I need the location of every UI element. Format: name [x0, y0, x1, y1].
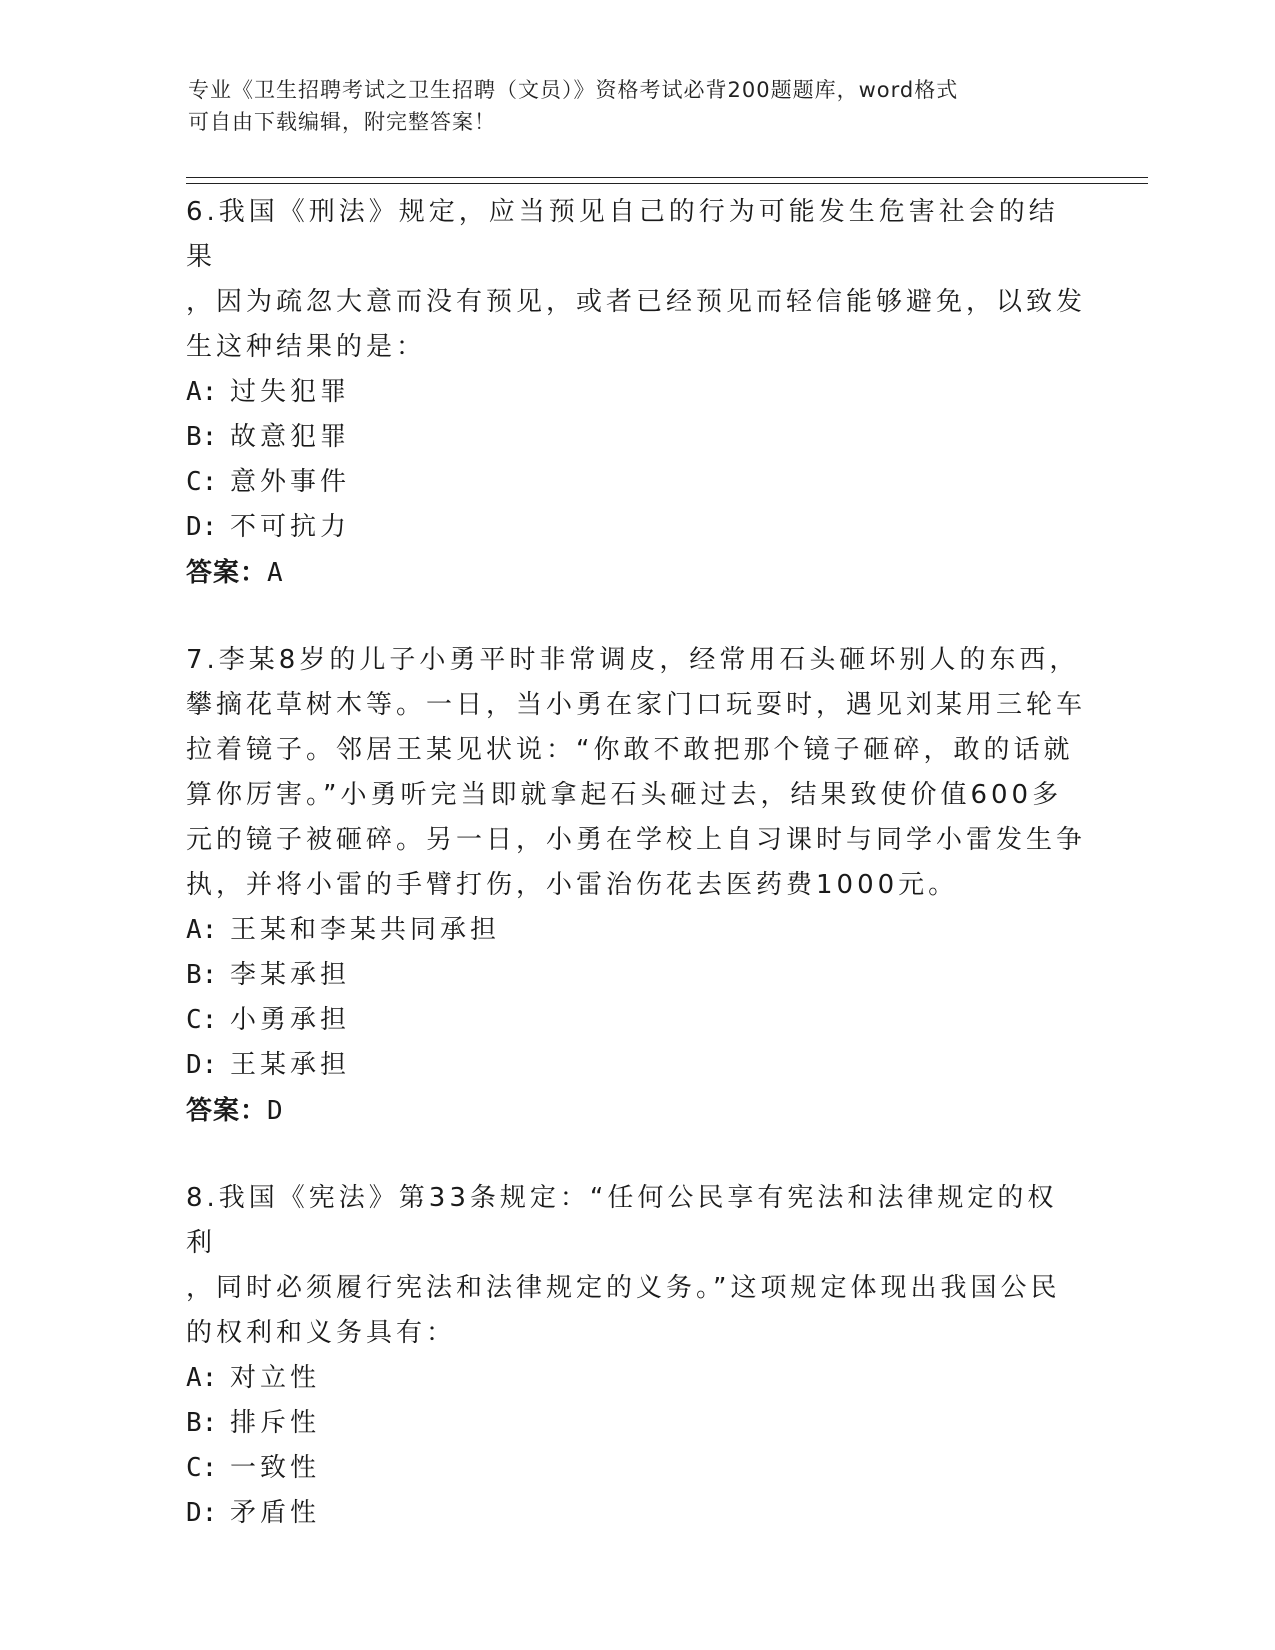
option-key: C: [186, 1453, 218, 1483]
option-b [186, 953, 1086, 998]
option-key: C: [186, 1005, 218, 1035]
question-stem [186, 190, 1086, 370]
answer-line [186, 1088, 1086, 1134]
question-list [186, 190, 1086, 1578]
option-key: C: [186, 467, 218, 497]
option-d [186, 505, 1086, 550]
option-key: A: [186, 1363, 218, 1393]
option-key: B: [186, 960, 218, 990]
option-text: 小勇承担 [230, 1005, 351, 1035]
option-key: B: [186, 422, 218, 452]
option-key: B: [186, 1408, 218, 1438]
option-text: 王某和李某共同承担 [230, 915, 501, 945]
stem-line: 拉着镜子。邻居王某见状说：“你敢不敢把那个镜子砸碎，敢的话就 [186, 735, 1074, 765]
option-text: 排斥性 [230, 1408, 321, 1438]
option-text: 故意犯罪 [230, 422, 351, 452]
stem-line: 生这种结果的是： [186, 332, 427, 362]
question-7 [186, 638, 1086, 1134]
option-a [186, 908, 1086, 953]
answer-value: A [267, 558, 284, 588]
answer-label: 答案： [186, 558, 268, 588]
document-header [188, 74, 1068, 138]
option-key: D: [186, 1498, 218, 1528]
answer-label: 答案： [186, 1096, 268, 1126]
stem-line: 的权利和义务具有： [186, 1318, 457, 1348]
question-stem [186, 1176, 1086, 1356]
stem-line: ，因为疏忽大意而没有预见，或者已经预见而轻信能够避免，以致发 [186, 287, 1087, 317]
option-text: 不可抗力 [230, 512, 351, 542]
option-text: 矛盾性 [230, 1498, 321, 1528]
option-c [186, 998, 1086, 1043]
option-a [186, 370, 1086, 415]
option-b [186, 415, 1086, 460]
option-c [186, 1446, 1086, 1491]
option-d [186, 1043, 1086, 1088]
stem-line: ，同时必须履行宪法和法律规定的义务。”这项规定体现出我国公民 [186, 1273, 1061, 1303]
stem-line: 8.我国《宪法》第33条规定：“任何公民享有宪法和法律规定的权利 [186, 1183, 1058, 1258]
header-line-2: 可自由下载编辑，附完整答案！ [188, 110, 496, 134]
option-text: 王某承担 [230, 1050, 351, 1080]
stem-line: 攀摘花草树木等。一日，当小勇在家门口玩耍时，遇见刘某用三轮车 [186, 690, 1087, 720]
option-text: 一致性 [230, 1453, 321, 1483]
stem-line: 6.我国《刑法》规定，应当预见自己的行为可能发生危害社会的结果 [186, 197, 1059, 272]
option-key: A: [186, 915, 218, 945]
option-key: D: [186, 512, 218, 542]
option-key: A: [186, 377, 218, 407]
option-text: 意外事件 [230, 467, 351, 497]
header-rule-top [186, 177, 1148, 178]
option-key: D: [186, 1050, 218, 1080]
answer-value: D [267, 1096, 284, 1126]
option-text: 过失犯罪 [230, 377, 351, 407]
option-a [186, 1356, 1086, 1401]
option-b [186, 1401, 1086, 1446]
header-line-1: 专业《卫生招聘考试之卫生招聘（文员）》资格考试必背200题题库，word格式 [188, 78, 959, 102]
question-6 [186, 190, 1086, 596]
option-c [186, 460, 1086, 505]
header-rule-bottom [186, 183, 1148, 184]
option-text: 李某承担 [230, 960, 351, 990]
stem-line: 算你厉害。”小勇听完当即就拿起石头砸过去，结果致使价值600多 [186, 780, 1063, 810]
question-8 [186, 1176, 1086, 1536]
stem-line: 7.李某8岁的儿子小勇平时非常调皮，经常用石头砸坏别人的东西， [186, 645, 1080, 675]
option-text: 对立性 [230, 1363, 321, 1393]
stem-line: 执，并将小雷的手臂打伤，小雷治伤花去医药费1000元。 [186, 870, 959, 900]
option-d [186, 1491, 1086, 1536]
question-stem [186, 638, 1086, 908]
answer-line [186, 550, 1086, 596]
stem-line: 元的镜子被砸碎。另一日，小勇在学校上自习课时与同学小雷发生争 [186, 825, 1087, 855]
